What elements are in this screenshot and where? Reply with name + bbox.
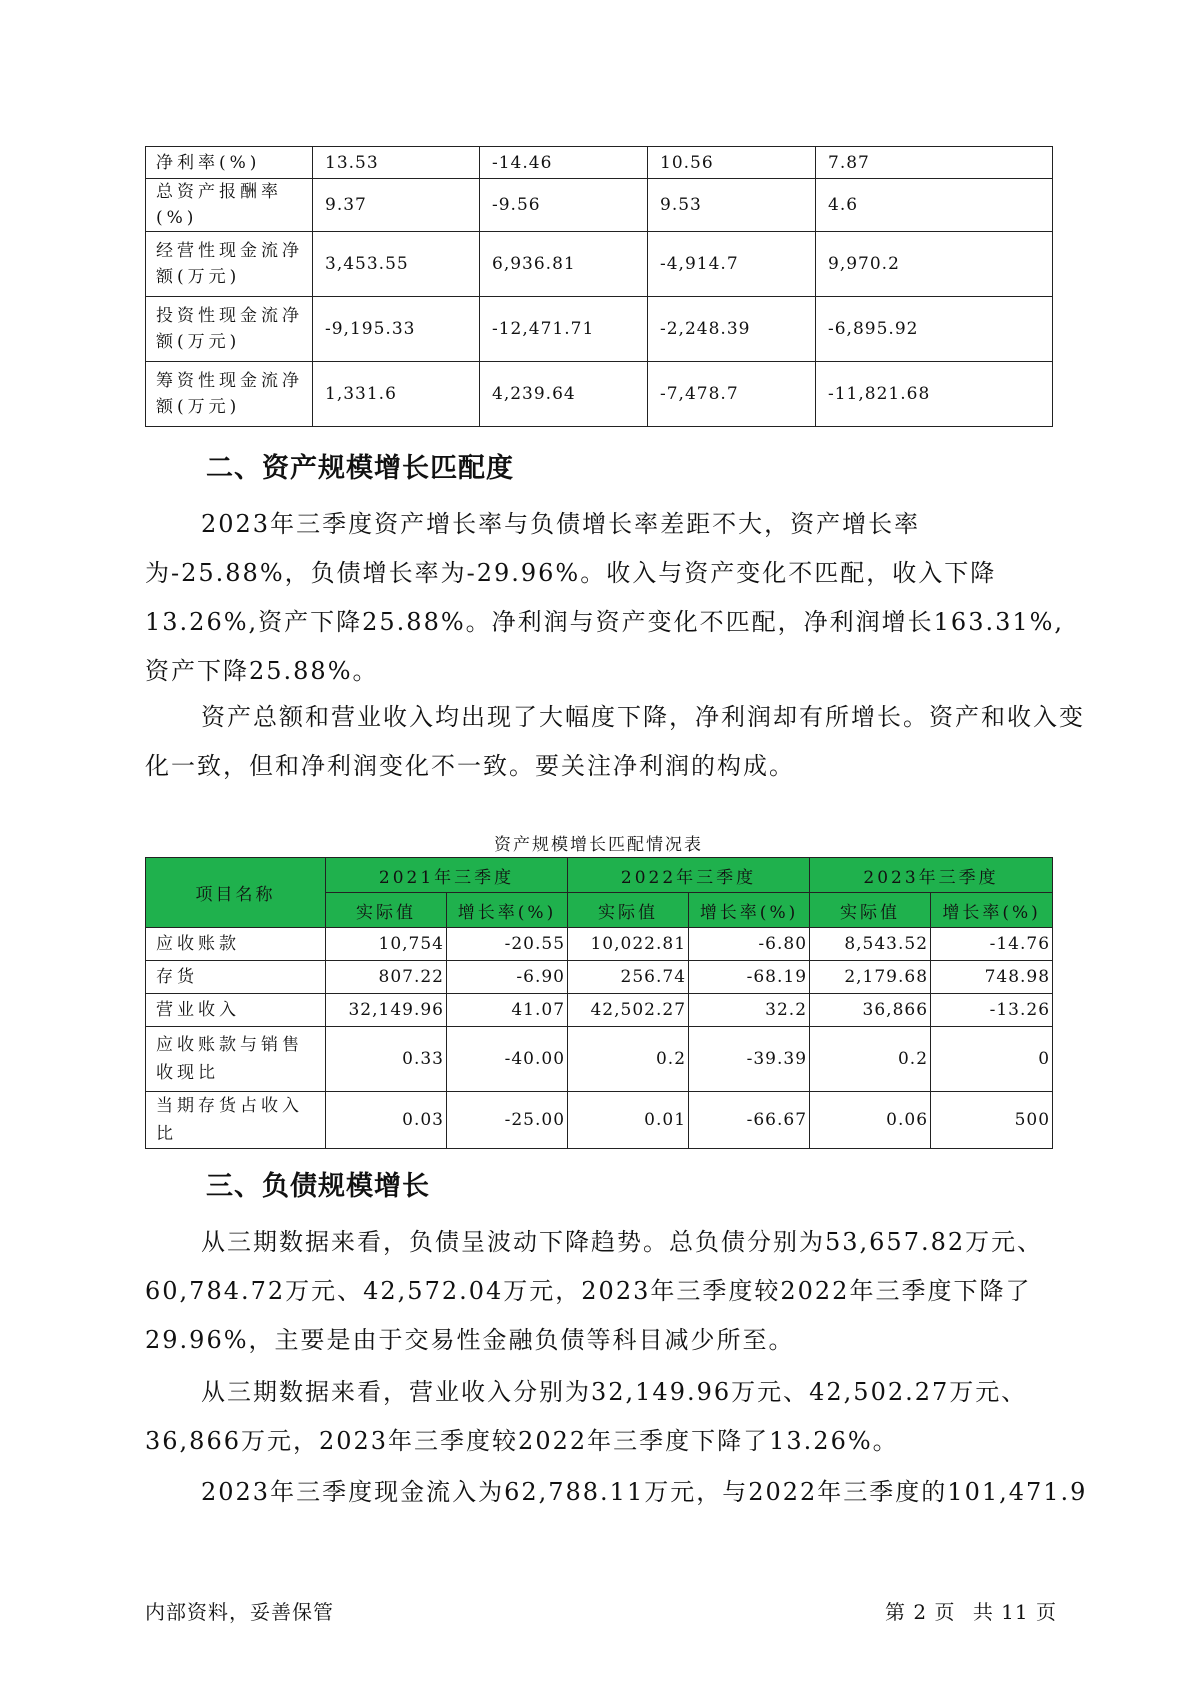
row-label: 应收账款与销售收现比	[146, 1027, 326, 1092]
asset-match-table	[145, 857, 1053, 1149]
cell: -66.67	[689, 1092, 810, 1149]
cell: 13.53	[313, 147, 480, 179]
cell: 0.2	[810, 1027, 931, 1092]
cell: 0	[931, 1027, 1053, 1092]
column-header: 增长率(%)	[931, 893, 1053, 928]
cell: -20.55	[447, 928, 568, 961]
cell: -14.76	[931, 928, 1053, 961]
row-label: 存货	[146, 961, 326, 994]
cell: 36,866	[810, 994, 931, 1027]
footer-note: 内部资料，妥善保管	[145, 1600, 334, 1624]
cell: 41.07	[447, 994, 568, 1027]
paragraph: 2023年三季度资产增长率与负债增长率差距不大，资产增长率为-25.88%，负债增长率为-29.96%。收入与资产变化不匹配，收入下降13.26%,资产下降25.88%。净利润与资产变化不匹配，净利润增长163.31%,资产下降25.88%。	[145, 510, 1065, 685]
cell: 500	[931, 1092, 1053, 1149]
cell: -11,821.68	[816, 362, 1053, 427]
cell: -6,895.92	[816, 297, 1053, 362]
cell: 0.01	[568, 1092, 689, 1149]
cell: 4,239.64	[480, 362, 648, 427]
row-label: 筹资性现金流净额(万元)	[146, 362, 313, 427]
row-label: 总资产报酬率(%)	[146, 179, 313, 232]
column-header: 项目名称	[146, 858, 326, 928]
table-row	[146, 362, 1053, 427]
cell: 32,149.96	[326, 994, 447, 1027]
cell: 0.06	[810, 1092, 931, 1149]
table-row	[146, 994, 1053, 1027]
column-header: 实际值	[568, 893, 689, 928]
cell: -39.39	[689, 1027, 810, 1092]
cell: 256.74	[568, 961, 689, 994]
cell: 807.22	[326, 961, 447, 994]
row-label: 净利率(%)	[146, 147, 313, 179]
cell: -4,914.7	[648, 232, 816, 297]
page-number	[885, 1596, 1067, 1625]
cell: 3,453.55	[313, 232, 480, 297]
table-row	[146, 1027, 1053, 1092]
cell: 2,179.68	[810, 961, 931, 994]
cell: 32.2	[689, 994, 810, 1027]
cell: -40.00	[447, 1027, 568, 1092]
table-row	[146, 232, 1053, 297]
row-label: 营业收入	[146, 994, 326, 1027]
cell: -13.26	[931, 994, 1053, 1027]
cell: 9.53	[648, 179, 816, 232]
cell: -6.80	[689, 928, 810, 961]
financial-ratio-table	[145, 146, 1053, 427]
cell: -9.56	[480, 179, 648, 232]
table-row	[146, 961, 1053, 994]
cell: 10,022.81	[568, 928, 689, 961]
cell: -2,248.39	[648, 297, 816, 362]
column-header: 2023年三季度	[810, 858, 1053, 893]
cell: -25.00	[447, 1092, 568, 1149]
cell: 42,502.27	[568, 994, 689, 1027]
paragraph: 从三期数据来看，营业收入分别为32,149.96万元、42,502.27万元、36,866万元，2023年三季度较2022年三季度下降了13.26%。	[145, 1378, 1028, 1455]
row-label: 投资性现金流净额(万元)	[146, 297, 313, 362]
table-header-row	[146, 858, 1053, 893]
row-label: 当期存货占收入比	[146, 1092, 326, 1149]
total-pages-label: 共 11 页	[972, 1600, 1057, 1624]
cell: 748.98	[931, 961, 1053, 994]
column-header: 实际值	[326, 893, 447, 928]
row-label: 经营性现金流净额(万元)	[146, 232, 313, 297]
table-row	[146, 179, 1053, 232]
cell: -14.46	[480, 147, 648, 179]
table-row	[146, 928, 1053, 961]
cell: 10,754	[326, 928, 447, 961]
cell: 6,936.81	[480, 232, 648, 297]
column-header: 2022年三季度	[568, 858, 810, 893]
column-header: 实际值	[810, 893, 931, 928]
cell: 9,970.2	[816, 232, 1053, 297]
cell: 9.37	[313, 179, 480, 232]
cell: -68.19	[689, 961, 810, 994]
row-label: 应收账款	[146, 928, 326, 961]
column-header: 增长率(%)	[689, 893, 810, 928]
cell: 7.87	[816, 147, 1053, 179]
cell: 0.33	[326, 1027, 447, 1092]
paragraph: 资产总额和营业收入均出现了大幅度下降，净利润却有所增长。资产和收入变化一致，但和净利润变化不一致。要关注净利润的构成。	[145, 703, 1085, 780]
table-row	[146, 297, 1053, 362]
paragraph: 从三期数据来看，负债呈波动下降趋势。总负债分别为53,657.82万元、60,784.72万元、42,572.04万元，2023年三季度较2022年三季度下降了29.96%，主要是由于交易性金融负债等科目减少所至。	[145, 1228, 1044, 1354]
column-header: 2021年三季度	[326, 858, 568, 893]
cell: 0.03	[326, 1092, 447, 1149]
section-heading: 三、负债规模增长	[206, 1171, 430, 1202]
cell: -12,471.71	[480, 297, 648, 362]
page-label: 第 2 页	[885, 1600, 956, 1624]
section-heading: 二、资产规模增长匹配度	[206, 453, 514, 484]
column-header: 增长率(%)	[447, 893, 568, 928]
cell: -6.90	[447, 961, 568, 994]
cell: 4.6	[816, 179, 1053, 232]
cell: 0.2	[568, 1027, 689, 1092]
table-row	[146, 1092, 1053, 1149]
cell: -7,478.7	[648, 362, 816, 427]
cell: 1,331.6	[313, 362, 480, 427]
table-caption: 资产规模增长匹配情况表	[494, 835, 703, 855]
cell: 10.56	[648, 147, 816, 179]
cell: -9,195.33	[313, 297, 480, 362]
paragraph: 2023年三季度现金流入为62,788.11万元，与2022年三季度的101,471.9	[201, 1478, 1088, 1506]
cell: 8,543.52	[810, 928, 931, 961]
table-row	[146, 147, 1053, 179]
